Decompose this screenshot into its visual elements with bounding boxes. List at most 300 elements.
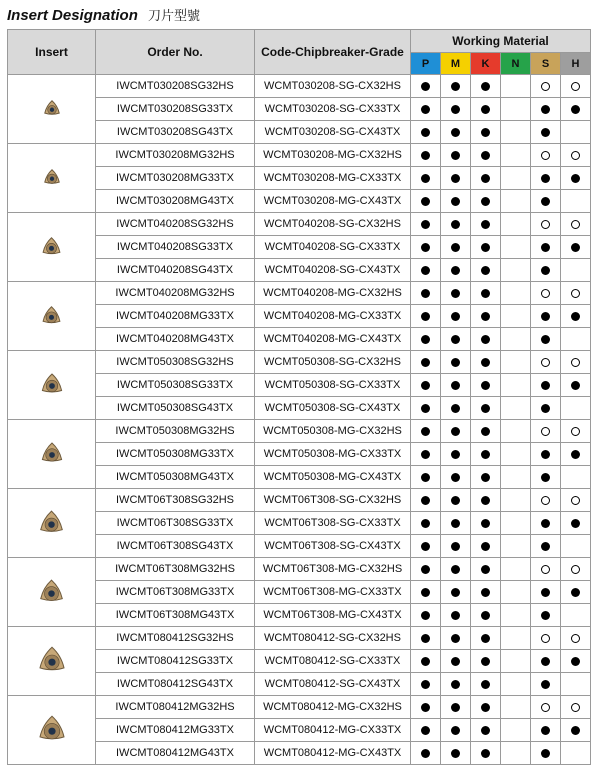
- filled-dot-icon: [481, 243, 490, 252]
- code-cell: WCMT06T308-SG-CX32HS: [255, 489, 411, 512]
- filled-dot-icon: [541, 473, 550, 482]
- open-dot-icon: [541, 634, 550, 643]
- material-p-cell: [411, 236, 441, 259]
- code-cell: WCMT040208-SG-CX32HS: [255, 213, 411, 236]
- filled-dot-icon: [481, 496, 490, 505]
- material-s-cell: [531, 213, 561, 236]
- filled-dot-icon: [481, 588, 490, 597]
- order-no-cell: IWCMT040208SG43TX: [96, 259, 255, 282]
- material-h-cell: [561, 236, 591, 259]
- material-p-cell: [411, 627, 441, 650]
- order-no-cell: IWCMT06T308SG32HS: [96, 489, 255, 512]
- order-no-cell: IWCMT06T308SG43TX: [96, 535, 255, 558]
- filled-dot-icon: [451, 128, 460, 137]
- page-title: [7, 5, 200, 27]
- material-n-cell: [501, 397, 531, 420]
- material-m-cell: [441, 305, 471, 328]
- material-s-cell: [531, 305, 561, 328]
- material-n-cell: [501, 443, 531, 466]
- insert-image-cell: [8, 75, 96, 144]
- material-h-cell: [561, 489, 591, 512]
- filled-dot-icon: [481, 657, 490, 666]
- order-no-cell: IWCMT050308SG33TX: [96, 374, 255, 397]
- material-s-cell: [531, 144, 561, 167]
- material-h-cell: [561, 673, 591, 696]
- order-no-cell: IWCMT050308MG43TX: [96, 466, 255, 489]
- filled-dot-icon: [421, 335, 430, 344]
- material-p-cell: [411, 328, 441, 351]
- order-no-cell: IWCMT06T308MG33TX: [96, 581, 255, 604]
- material-h-cell: [561, 512, 591, 535]
- filled-dot-icon: [451, 381, 460, 390]
- material-k-cell: [471, 190, 501, 213]
- material-h-cell: [561, 98, 591, 121]
- open-dot-icon: [541, 496, 550, 505]
- filled-dot-icon: [421, 151, 430, 160]
- filled-dot-icon: [541, 611, 550, 620]
- order-no-cell: IWCMT050308SG43TX: [96, 397, 255, 420]
- insert-image-cell: [8, 696, 96, 765]
- filled-dot-icon: [451, 82, 460, 91]
- code-cell: WCMT040208-SG-CX33TX: [255, 236, 411, 259]
- material-m-cell: [441, 512, 471, 535]
- table-row: [8, 627, 591, 650]
- filled-dot-icon: [451, 404, 460, 413]
- material-s-cell: [531, 650, 561, 673]
- wcmt-insert-sg-icon: [8, 510, 95, 537]
- order-no-cell: IWCMT040208SG33TX: [96, 236, 255, 259]
- material-m-cell: [441, 581, 471, 604]
- filled-dot-icon: [541, 542, 550, 551]
- material-k-cell: [471, 512, 501, 535]
- material-p-cell: [411, 397, 441, 420]
- table-row: [8, 512, 591, 535]
- material-k-cell: [471, 627, 501, 650]
- material-s-cell: [531, 512, 561, 535]
- material-k-cell: [471, 374, 501, 397]
- filled-dot-icon: [421, 565, 430, 574]
- order-no-cell: IWCMT080412MG32HS: [96, 696, 255, 719]
- material-h-cell: [561, 144, 591, 167]
- insert-image-cell: [8, 213, 96, 282]
- order-no-cell: IWCMT050308SG32HS: [96, 351, 255, 374]
- filled-dot-icon: [481, 611, 490, 620]
- table-row: [8, 581, 591, 604]
- open-dot-icon: [541, 289, 550, 298]
- material-p-cell: [411, 581, 441, 604]
- insert-image-cell: [8, 489, 96, 558]
- filled-dot-icon: [421, 680, 430, 689]
- code-cell: WCMT080412-MG-CX32HS: [255, 696, 411, 719]
- material-h-cell: [561, 213, 591, 236]
- table-body: [8, 75, 591, 765]
- filled-dot-icon: [481, 703, 490, 712]
- material-h-cell: [561, 351, 591, 374]
- table-row: [8, 673, 591, 696]
- material-p-cell: [411, 167, 441, 190]
- filled-dot-icon: [481, 634, 490, 643]
- filled-dot-icon: [541, 519, 550, 528]
- material-s-cell: [531, 696, 561, 719]
- filled-dot-icon: [421, 496, 430, 505]
- filled-dot-icon: [481, 266, 490, 275]
- material-k-cell: [471, 489, 501, 512]
- material-p-cell: [411, 650, 441, 673]
- material-n-cell: [501, 696, 531, 719]
- material-m-cell: [441, 374, 471, 397]
- material-s-cell: [531, 673, 561, 696]
- material-p-cell: [411, 742, 441, 765]
- wcmt-insert-sg-icon: [8, 237, 95, 258]
- material-n-cell: [501, 259, 531, 282]
- filled-dot-icon: [451, 105, 460, 114]
- material-s-cell: [531, 535, 561, 558]
- filled-dot-icon: [541, 450, 550, 459]
- material-n-cell: [501, 213, 531, 236]
- table-row: [8, 466, 591, 489]
- material-k-cell: [471, 351, 501, 374]
- open-dot-icon: [541, 427, 550, 436]
- material-m-cell: [441, 719, 471, 742]
- material-n-cell: [501, 673, 531, 696]
- material-p-cell: [411, 673, 441, 696]
- code-cell: WCMT040208-MG-CX32HS: [255, 282, 411, 305]
- material-h-cell: [561, 75, 591, 98]
- filled-dot-icon: [451, 496, 460, 505]
- filled-dot-icon: [481, 680, 490, 689]
- wcmt-insert-mg-icon: [8, 169, 95, 187]
- filled-dot-icon: [481, 542, 490, 551]
- material-m-cell: [441, 466, 471, 489]
- filled-dot-icon: [481, 519, 490, 528]
- material-h-cell: [561, 420, 591, 443]
- material-s-cell: [531, 420, 561, 443]
- code-cell: WCMT050308-MG-CX43TX: [255, 466, 411, 489]
- material-s-cell: [531, 604, 561, 627]
- material-m-cell: [441, 328, 471, 351]
- material-h-cell: [561, 190, 591, 213]
- table-row: [8, 75, 591, 98]
- material-h-cell: [561, 328, 591, 351]
- order-no-cell: IWCMT040208MG33TX: [96, 305, 255, 328]
- material-h-cell: [561, 305, 591, 328]
- table-row: [8, 328, 591, 351]
- material-h-cell: [561, 167, 591, 190]
- material-n-cell: [501, 650, 531, 673]
- open-dot-icon: [571, 82, 580, 91]
- material-h-cell: [561, 650, 591, 673]
- wcmt-insert-mg-icon: [8, 442, 95, 466]
- material-m-cell: [441, 535, 471, 558]
- wcmt-insert-mg-icon: [8, 715, 95, 745]
- filled-dot-icon: [481, 381, 490, 390]
- header-order-no: Order No.: [96, 30, 255, 75]
- table-row: [8, 443, 591, 466]
- filled-dot-icon: [571, 450, 580, 459]
- header-insert: Insert: [8, 30, 96, 75]
- material-h-cell: [561, 627, 591, 650]
- material-m-cell: [441, 282, 471, 305]
- table-row: [8, 144, 591, 167]
- material-s-cell: [531, 351, 561, 374]
- material-s-cell: [531, 190, 561, 213]
- material-s-cell: [531, 742, 561, 765]
- material-p-cell: [411, 259, 441, 282]
- filled-dot-icon: [421, 404, 430, 413]
- material-s-cell: [531, 374, 561, 397]
- filled-dot-icon: [541, 243, 550, 252]
- header-working-material: Working Material: [411, 30, 591, 53]
- material-h-cell: [561, 282, 591, 305]
- order-no-cell: IWCMT080412SG33TX: [96, 650, 255, 673]
- header-code: Code-Chipbreaker-Grade: [255, 30, 411, 75]
- filled-dot-icon: [421, 749, 430, 758]
- filled-dot-icon: [541, 588, 550, 597]
- material-n-cell: [501, 742, 531, 765]
- filled-dot-icon: [421, 82, 430, 91]
- filled-dot-icon: [571, 243, 580, 252]
- material-h-cell: [561, 742, 591, 765]
- table-row: [8, 696, 591, 719]
- material-h-cell: [561, 466, 591, 489]
- material-h-cell: [561, 535, 591, 558]
- material-k-cell: [471, 98, 501, 121]
- table-row: [8, 558, 591, 581]
- material-k-cell: [471, 604, 501, 627]
- filled-dot-icon: [421, 726, 430, 735]
- material-n-cell: [501, 167, 531, 190]
- material-k-cell: [471, 466, 501, 489]
- filled-dot-icon: [451, 726, 460, 735]
- material-m-cell: [441, 144, 471, 167]
- filled-dot-icon: [481, 565, 490, 574]
- material-n-cell: [501, 351, 531, 374]
- material-n-cell: [501, 374, 531, 397]
- open-dot-icon: [571, 151, 580, 160]
- material-s: S: [531, 53, 561, 75]
- material-k-cell: [471, 673, 501, 696]
- filled-dot-icon: [451, 542, 460, 551]
- material-s-cell: [531, 489, 561, 512]
- material-n-cell: [501, 305, 531, 328]
- code-cell: WCMT050308-MG-CX33TX: [255, 443, 411, 466]
- material-n-cell: [501, 282, 531, 305]
- filled-dot-icon: [421, 289, 430, 298]
- code-cell: WCMT050308-SG-CX33TX: [255, 374, 411, 397]
- material-k-cell: [471, 696, 501, 719]
- filled-dot-icon: [481, 427, 490, 436]
- code-cell: WCMT080412-SG-CX33TX: [255, 650, 411, 673]
- wcmt-insert-sg-icon: [8, 646, 95, 676]
- material-h-cell: [561, 696, 591, 719]
- open-dot-icon: [541, 82, 550, 91]
- material-p-cell: [411, 213, 441, 236]
- material-p-cell: [411, 351, 441, 374]
- filled-dot-icon: [541, 174, 550, 183]
- material-k-cell: [471, 236, 501, 259]
- open-dot-icon: [541, 703, 550, 712]
- material-n-cell: [501, 98, 531, 121]
- filled-dot-icon: [451, 749, 460, 758]
- material-n-cell: [501, 190, 531, 213]
- filled-dot-icon: [541, 381, 550, 390]
- material-p-cell: [411, 75, 441, 98]
- table-row: [8, 259, 591, 282]
- material-s-cell: [531, 167, 561, 190]
- table-row: [8, 742, 591, 765]
- code-cell: WCMT080412-MG-CX33TX: [255, 719, 411, 742]
- open-dot-icon: [571, 358, 580, 367]
- material-m-cell: [441, 420, 471, 443]
- material-n-cell: [501, 75, 531, 98]
- table-row: [8, 282, 591, 305]
- material-s-cell: [531, 259, 561, 282]
- filled-dot-icon: [481, 174, 490, 183]
- material-m-cell: [441, 236, 471, 259]
- material-s-cell: [531, 719, 561, 742]
- open-dot-icon: [541, 220, 550, 229]
- open-dot-icon: [571, 427, 580, 436]
- material-s-cell: [531, 397, 561, 420]
- material-p-cell: [411, 190, 441, 213]
- table-row: [8, 305, 591, 328]
- material-m-cell: [441, 696, 471, 719]
- material-p-cell: [411, 144, 441, 167]
- open-dot-icon: [571, 496, 580, 505]
- filled-dot-icon: [481, 749, 490, 758]
- material-k-cell: [471, 75, 501, 98]
- order-no-cell: IWCMT080412MG43TX: [96, 742, 255, 765]
- material-h: H: [561, 53, 591, 75]
- insert-image-cell: [8, 144, 96, 213]
- title-chinese: 刀片型號: [148, 9, 201, 24]
- open-dot-icon: [571, 565, 580, 574]
- material-p-cell: [411, 558, 441, 581]
- material-n-cell: [501, 121, 531, 144]
- filled-dot-icon: [421, 427, 430, 436]
- material-m-cell: [441, 351, 471, 374]
- table-row: [8, 98, 591, 121]
- wcmt-insert-mg-icon: [8, 579, 95, 606]
- filled-dot-icon: [421, 312, 430, 321]
- filled-dot-icon: [481, 358, 490, 367]
- filled-dot-icon: [421, 105, 430, 114]
- material-m-cell: [441, 213, 471, 236]
- open-dot-icon: [541, 565, 550, 574]
- order-no-cell: IWCMT030208SG32HS: [96, 75, 255, 98]
- table-row: [8, 420, 591, 443]
- filled-dot-icon: [451, 197, 460, 206]
- filled-dot-icon: [451, 680, 460, 689]
- material-n-cell: [501, 420, 531, 443]
- material-p-cell: [411, 489, 441, 512]
- filled-dot-icon: [421, 473, 430, 482]
- material-m-cell: [441, 489, 471, 512]
- material-m-cell: [441, 167, 471, 190]
- filled-dot-icon: [571, 588, 580, 597]
- material-p-cell: [411, 719, 441, 742]
- insert-image-cell: [8, 420, 96, 489]
- material-m-cell: [441, 190, 471, 213]
- title-english: Insert Designation: [7, 7, 138, 24]
- material-k-cell: [471, 397, 501, 420]
- filled-dot-icon: [451, 266, 460, 275]
- material-h-cell: [561, 443, 591, 466]
- material-m-cell: [441, 627, 471, 650]
- code-cell: WCMT030208-SG-CX33TX: [255, 98, 411, 121]
- material-p-cell: [411, 98, 441, 121]
- material-s-cell: [531, 581, 561, 604]
- code-cell: WCMT06T308-MG-CX33TX: [255, 581, 411, 604]
- filled-dot-icon: [481, 726, 490, 735]
- material-k-cell: [471, 650, 501, 673]
- insert-image-cell: [8, 558, 96, 627]
- code-cell: WCMT080412-MG-CX43TX: [255, 742, 411, 765]
- filled-dot-icon: [451, 174, 460, 183]
- filled-dot-icon: [451, 358, 460, 367]
- filled-dot-icon: [451, 519, 460, 528]
- filled-dot-icon: [541, 105, 550, 114]
- material-k-cell: [471, 535, 501, 558]
- open-dot-icon: [541, 151, 550, 160]
- filled-dot-icon: [451, 427, 460, 436]
- filled-dot-icon: [421, 703, 430, 712]
- material-n-cell: [501, 627, 531, 650]
- material-n-cell: [501, 144, 531, 167]
- material-h-cell: [561, 121, 591, 144]
- open-dot-icon: [571, 220, 580, 229]
- filled-dot-icon: [541, 312, 550, 321]
- material-h-cell: [561, 374, 591, 397]
- filled-dot-icon: [421, 266, 430, 275]
- code-cell: WCMT050308-SG-CX32HS: [255, 351, 411, 374]
- filled-dot-icon: [451, 611, 460, 620]
- material-k-cell: [471, 144, 501, 167]
- open-dot-icon: [541, 358, 550, 367]
- order-no-cell: IWCMT040208MG32HS: [96, 282, 255, 305]
- order-no-cell: IWCMT040208SG32HS: [96, 213, 255, 236]
- material-p-cell: [411, 535, 441, 558]
- table-row: [8, 535, 591, 558]
- filled-dot-icon: [481, 289, 490, 298]
- material-k-cell: [471, 213, 501, 236]
- code-cell: WCMT050308-SG-CX43TX: [255, 397, 411, 420]
- material-s-cell: [531, 466, 561, 489]
- filled-dot-icon: [421, 611, 430, 620]
- material-p-cell: [411, 121, 441, 144]
- filled-dot-icon: [421, 197, 430, 206]
- filled-dot-icon: [481, 335, 490, 344]
- table-row: [8, 374, 591, 397]
- material-k-cell: [471, 443, 501, 466]
- material-m-cell: [441, 604, 471, 627]
- filled-dot-icon: [451, 450, 460, 459]
- material-p-cell: [411, 512, 441, 535]
- filled-dot-icon: [541, 266, 550, 275]
- material-s-cell: [531, 236, 561, 259]
- code-cell: WCMT040208-MG-CX33TX: [255, 305, 411, 328]
- material-n-cell: [501, 719, 531, 742]
- table-row: [8, 650, 591, 673]
- code-cell: WCMT040208-MG-CX43TX: [255, 328, 411, 351]
- filled-dot-icon: [451, 151, 460, 160]
- material-n-cell: [501, 581, 531, 604]
- table-row: [8, 121, 591, 144]
- open-dot-icon: [571, 703, 580, 712]
- filled-dot-icon: [421, 542, 430, 551]
- table-row: [8, 719, 591, 742]
- filled-dot-icon: [421, 174, 430, 183]
